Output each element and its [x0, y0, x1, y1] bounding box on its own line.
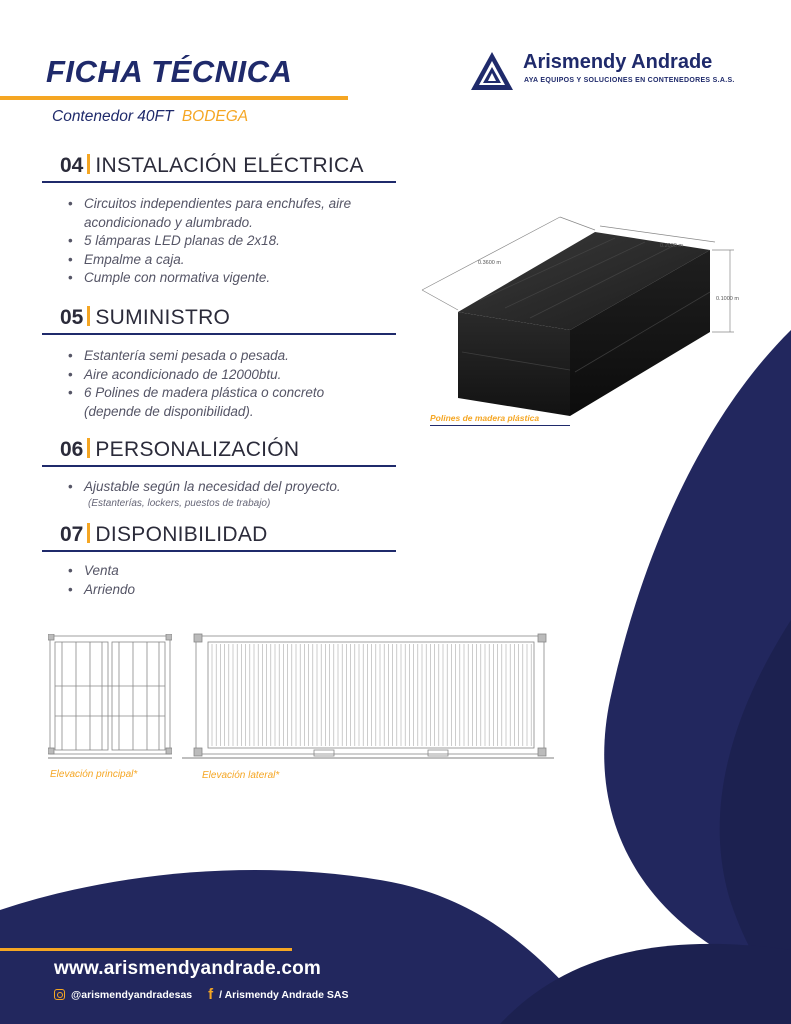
section-number: 05	[60, 306, 84, 329]
section-number: 07	[60, 523, 84, 546]
supply-list	[62, 347, 392, 421]
page-subtitle	[52, 108, 248, 126]
title-underline	[0, 96, 348, 100]
section-title: INSTALACIÓN ELÉCTRICA	[95, 154, 364, 177]
facebook-icon: f	[208, 986, 214, 1003]
section-number: 06	[60, 438, 84, 461]
section-header-availability	[42, 521, 396, 552]
brand-name: Arismendy Andrade	[523, 51, 713, 73]
subtitle-main: Contenedor 40FT	[52, 108, 174, 125]
electrical-list	[62, 195, 392, 288]
section-number: 04	[60, 154, 84, 177]
section-header-customization	[42, 436, 396, 467]
list-item: • 6 Polines de madera plástica o concreto	[62, 384, 392, 403]
section-title: DISPONIBILIDAD	[95, 523, 268, 546]
list-item: • Venta	[62, 562, 392, 581]
subtitle-accent: BODEGA	[181, 108, 249, 125]
section-header-supply	[42, 304, 396, 335]
brand-logo-icon	[470, 50, 514, 92]
page-title: FICHA TÉCNICA	[46, 54, 293, 89]
facebook-handle[interactable]: / Arismendy Andrade SAS	[219, 988, 349, 1001]
list-item: • Ajustable según la necesidad del proyecto.	[62, 478, 392, 497]
list-item: • Aire acondicionado de 12000btu.	[62, 366, 392, 385]
brand-tagline: AYA EQUIPOS Y SOLUCIONES EN CONTENEDORES S.A.S.	[524, 77, 735, 84]
figure-caption: Polines de madera plástica	[430, 413, 570, 426]
customization-note: (Estanterías, lockers, puestos de trabajo)	[88, 498, 271, 509]
front-elevation-drawing	[48, 634, 172, 764]
dimension-length: 0.3600 m	[478, 260, 501, 266]
section-divider	[87, 523, 90, 543]
list-item: • Cumple con normativa vigente.	[62, 269, 392, 288]
list-item: • Circuitos independientes para enchufes, aire	[62, 195, 392, 214]
section-divider	[87, 306, 90, 326]
dimension-height: 0.1000 m	[716, 296, 739, 302]
section-title: PERSONALIZACIÓN	[95, 438, 300, 461]
section-divider	[87, 154, 90, 174]
side-elevation-caption: Elevación lateral*	[202, 770, 280, 781]
section-title: SUMINISTRO	[95, 306, 231, 329]
instagram-icon	[54, 989, 65, 1000]
footer-rule	[0, 948, 292, 951]
side-elevation-drawing	[182, 632, 554, 766]
wood-block-figure	[410, 212, 750, 422]
website-link[interactable]: www.arismendyandrade.com	[54, 958, 322, 979]
section-header-electrical	[42, 152, 396, 183]
section-divider	[87, 438, 90, 458]
front-elevation-caption: Elevación principal*	[50, 769, 138, 780]
customization-list	[62, 478, 392, 497]
list-item: • Arriendo	[62, 581, 392, 600]
availability-list	[62, 562, 392, 599]
instagram-handle[interactable]: @arismendyandradesas	[71, 988, 193, 1001]
list-item: • Estantería semi pesada o pesada.	[62, 347, 392, 366]
list-item-continuation: (depende de disponibilidad).	[84, 403, 254, 419]
list-item: • Empalme a caja.	[62, 251, 392, 270]
list-item: • 5 lámparas LED planas de 2x18.	[62, 232, 392, 251]
list-item-continuation: acondicionado y alumbrado.	[84, 214, 253, 230]
social-links	[54, 986, 348, 1003]
dimension-width: 0.2000 m	[660, 243, 683, 249]
